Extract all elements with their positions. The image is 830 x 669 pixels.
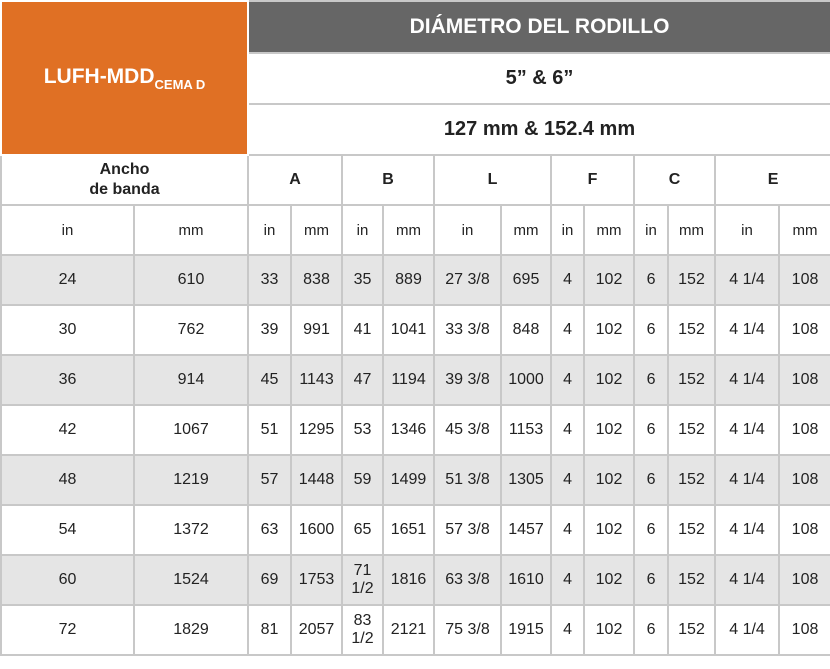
cell-b-in: 53 (342, 405, 383, 455)
model-label (1, 1, 248, 155)
cell-c-mm: 152 (668, 355, 715, 405)
cell-a-mm: 838 (291, 255, 342, 305)
cell-a-mm: 1295 (291, 405, 342, 455)
cell-f-in: 4 (551, 255, 584, 305)
cell-l-mm: 1915 (501, 605, 551, 655)
col-header-b: B (342, 155, 434, 205)
cell-b-in: 83 1/2 (342, 605, 383, 655)
cell-width-mm: 762 (134, 305, 248, 355)
unit-b-mm: mm (383, 205, 434, 255)
cell-l-mm: 848 (501, 305, 551, 355)
cell-l-in: 33 3/8 (434, 305, 501, 355)
cell-b-in: 35 (342, 255, 383, 305)
unit-belt-width-mm: mm (134, 205, 248, 255)
cell-e-in: 4 1/4 (715, 605, 779, 655)
cell-l-mm: 1610 (501, 555, 551, 605)
cell-b-mm: 1651 (383, 505, 434, 555)
cell-f-mm: 102 (584, 405, 634, 455)
cell-c-mm: 152 (668, 505, 715, 555)
cell-a-in: 63 (248, 505, 291, 555)
col-header-e: E (715, 155, 830, 205)
unit-c-in: in (634, 205, 668, 255)
cell-b-in: 59 (342, 455, 383, 505)
cell-a-in: 69 (248, 555, 291, 605)
table-row (1, 305, 830, 355)
cell-b-mm: 1816 (383, 555, 434, 605)
cell-f-in: 4 (551, 355, 584, 405)
unit-belt-width-in: in (1, 205, 134, 255)
cell-a-in: 81 (248, 605, 291, 655)
cell-c-in: 6 (634, 455, 668, 505)
table-row (1, 455, 830, 505)
cell-c-in: 6 (634, 505, 668, 555)
cell-b-mm: 1499 (383, 455, 434, 505)
cell-width-mm: 1219 (134, 455, 248, 505)
cell-l-in: 63 3/8 (434, 555, 501, 605)
cell-width-mm: 1067 (134, 405, 248, 455)
cell-b-mm: 1346 (383, 405, 434, 455)
cell-e-mm: 108 (779, 355, 830, 405)
col-header-l: L (434, 155, 551, 205)
cell-c-mm: 152 (668, 555, 715, 605)
cell-c-mm: 152 (668, 255, 715, 305)
cell-b-in: 71 1/2 (342, 555, 383, 605)
unit-l-mm: mm (501, 205, 551, 255)
cell-l-mm: 1305 (501, 455, 551, 505)
cell-f-in: 4 (551, 605, 584, 655)
cell-l-mm: 1153 (501, 405, 551, 455)
cell-e-mm: 108 (779, 555, 830, 605)
cell-width-mm: 914 (134, 355, 248, 405)
cell-width-mm: 1829 (134, 605, 248, 655)
cell-c-in: 6 (634, 405, 668, 455)
cell-e-mm: 108 (779, 455, 830, 505)
cell-c-mm: 152 (668, 405, 715, 455)
cell-a-mm: 1600 (291, 505, 342, 555)
cell-f-mm: 102 (584, 605, 634, 655)
cell-a-in: 57 (248, 455, 291, 505)
cell-e-in: 4 1/4 (715, 305, 779, 355)
cell-f-in: 4 (551, 405, 584, 455)
table-row (1, 405, 830, 455)
cell-b-in: 65 (342, 505, 383, 555)
cell-width-in: 72 (1, 605, 134, 655)
cell-l-in: 75 3/8 (434, 605, 501, 655)
unit-b-in: in (342, 205, 383, 255)
cell-width-mm: 610 (134, 255, 248, 305)
roller-diameter-mm: 127 mm & 152.4 mm (248, 104, 830, 155)
cell-a-mm: 2057 (291, 605, 342, 655)
unit-a-mm: mm (291, 205, 342, 255)
table-row (1, 255, 830, 305)
unit-e-in: in (715, 205, 779, 255)
unit-a-in: in (248, 205, 291, 255)
cell-c-mm: 152 (668, 305, 715, 355)
cell-l-mm: 1457 (501, 505, 551, 555)
cell-f-mm: 102 (584, 355, 634, 405)
cell-e-mm: 108 (779, 305, 830, 355)
cell-width-in: 60 (1, 555, 134, 605)
unit-f-in: in (551, 205, 584, 255)
cell-f-mm: 102 (584, 555, 634, 605)
table-row (1, 555, 830, 605)
cell-l-mm: 1000 (501, 355, 551, 405)
cell-f-mm: 102 (584, 455, 634, 505)
cell-c-mm: 152 (668, 455, 715, 505)
cell-e-mm: 108 (779, 255, 830, 305)
belt-width-header: Ancho de banda (1, 155, 248, 205)
cell-width-in: 54 (1, 505, 134, 555)
cell-l-in: 27 3/8 (434, 255, 501, 305)
unit-l-in: in (434, 205, 501, 255)
cell-l-in: 45 3/8 (434, 405, 501, 455)
table-row (1, 605, 830, 655)
cell-c-in: 6 (634, 255, 668, 305)
cell-width-in: 42 (1, 405, 134, 455)
cell-b-mm: 1194 (383, 355, 434, 405)
cell-f-mm: 102 (584, 255, 634, 305)
unit-c-mm: mm (668, 205, 715, 255)
cell-f-mm: 102 (584, 505, 634, 555)
cell-a-in: 33 (248, 255, 291, 305)
table-row (1, 505, 830, 555)
cell-a-in: 39 (248, 305, 291, 355)
cell-width-in: 48 (1, 455, 134, 505)
cell-width-in: 30 (1, 305, 134, 355)
cell-c-in: 6 (634, 555, 668, 605)
cell-width-in: 36 (1, 355, 134, 405)
cell-a-in: 51 (248, 405, 291, 455)
table-row (1, 355, 830, 405)
cell-e-in: 4 1/4 (715, 355, 779, 405)
cell-e-mm: 108 (779, 605, 830, 655)
cell-f-in: 4 (551, 505, 584, 555)
cell-e-in: 4 1/4 (715, 405, 779, 455)
unit-e-mm: mm (779, 205, 830, 255)
cell-a-mm: 1448 (291, 455, 342, 505)
cell-l-in: 51 3/8 (434, 455, 501, 505)
cell-b-mm: 2121 (383, 605, 434, 655)
cell-f-mm: 102 (584, 305, 634, 355)
unit-f-mm: mm (584, 205, 634, 255)
cell-f-in: 4 (551, 455, 584, 505)
cell-f-in: 4 (551, 555, 584, 605)
cell-b-in: 47 (342, 355, 383, 405)
cell-e-in: 4 1/4 (715, 455, 779, 505)
cell-c-in: 6 (634, 305, 668, 355)
cell-b-mm: 889 (383, 255, 434, 305)
cell-b-in: 41 (342, 305, 383, 355)
cell-b-mm: 1041 (383, 305, 434, 355)
cell-e-in: 4 1/4 (715, 255, 779, 305)
cell-a-mm: 1753 (291, 555, 342, 605)
cell-c-mm: 152 (668, 605, 715, 655)
model-name: LUFH-MDD (43, 64, 155, 88)
cell-l-in: 39 3/8 (434, 355, 501, 405)
cell-l-in: 57 3/8 (434, 505, 501, 555)
cell-c-in: 6 (634, 355, 668, 405)
cell-e-in: 4 1/4 (715, 555, 779, 605)
cell-e-mm: 108 (779, 405, 830, 455)
cell-c-in: 6 (634, 605, 668, 655)
cell-a-in: 45 (248, 355, 291, 405)
roller-diameter-title: DIÁMETRO DEL RODILLO (248, 1, 830, 53)
cell-width-mm: 1524 (134, 555, 248, 605)
cell-width-in: 24 (1, 255, 134, 305)
roller-diameter-inches: 5” & 6” (248, 53, 830, 104)
cell-f-in: 4 (551, 305, 584, 355)
col-header-c: C (634, 155, 715, 205)
col-header-a: A (248, 155, 342, 205)
col-header-f: F (551, 155, 634, 205)
cell-l-mm: 695 (501, 255, 551, 305)
cell-a-mm: 991 (291, 305, 342, 355)
cell-e-mm: 108 (779, 505, 830, 555)
cell-e-in: 4 1/4 (715, 505, 779, 555)
cell-a-mm: 1143 (291, 355, 342, 405)
model-standard: CEMA D (154, 76, 206, 92)
cell-width-mm: 1372 (134, 505, 248, 555)
